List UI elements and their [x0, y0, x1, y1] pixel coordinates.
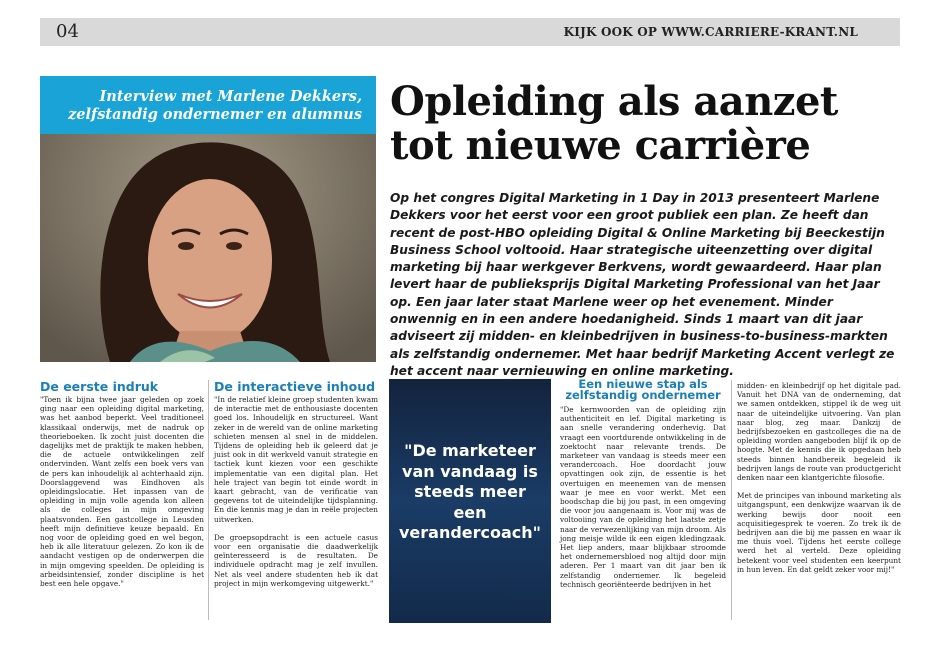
column-interactieve-inhoud	[214, 395, 378, 588]
portrait-photo	[40, 76, 376, 362]
pull-quote: "De marketeer van vandaag is steeds meer een verandercoach"	[398, 441, 542, 542]
column-paragraph: midden- en kleinbedrijf op het digitale pad. Vanuit het DNA van de onderneming, dat we samen ontdekken, stippel ik de weg uit naar de uiteindelijke uitvoering. Van plan naar blog, zeg maar. Dankzij de bedrijfsbezoeken en gastcolleges die na de opleiding worden aangeboden blijf ik op de hoogte. Met de kennis die ik opgedaan heb steeds binnen handbereik begeleid ik bedrijven langs de route van productgericht denken naar een klantgerichte filosofie.	[737, 381, 901, 483]
pull-quote-box	[389, 379, 551, 623]
photo-caption-bar	[40, 76, 376, 134]
intro-paragraph: Op het congres Digital Marketing in 1 Day in 2013 presenteert Marlene Dekkers voor het eerst voor een groot publiek een plan. Ze heeft dan recent de post-HBO opleiding Digital & Online Marketing bij Beeckestijn Business School voltooid. Haar strategische uiteenzetting over digital marketing bij haar werkgever Berkvens, wordt gewaardeerd. Haar plan levert haar de publieksprijs Digital Marketing Professional van het Jaar op. Een jaar later staat Marlene weer op het evenement. Minder onwennig en in een andere hoedanigheid. Sinds 1 maart van dit jaar adviseert zij midden- en kleinbedrijven in business-to-business-markten als zelfstandig ondernemer. Met haar bedrijf Marketing Accent verlegt ze het accent naar vernieuwing en online marketing.	[390, 191, 895, 378]
column-paragraph: "De kernwoorden van de opleiding zijn authenticiteit en lef. Digital marketing is aan snelle verandering onderhevig. Dat vraagt een voortdurende ontwikkeling in de zoektocht naar relevante trends. De marketeer van vandaag is steeds meer een verandercoach. Hoe doordacht jouw opvattingen ook zijn, de essentie is het overtuigen en meenemen van de mensen waar je mee en voor werkt. Met een boodschap die bij jou past, in een omgeving die voor jou aangenaam is. Voor mij was de voltooiing van de opleiding het laatste zetje naar de verwezenlijking van mijn droom. Als jong meisje wilde ik een eigen kledingzaak. Het liep anders, maar blijkbaar stroomde het ondernemersbloed nog altijd door mijn aderen. Per 1 maart van dit jaar ben ik zelfstandig ondernemer. Ik begeleid technisch georiënteerde bedrijven in het	[560, 405, 726, 589]
section-title-eerste-indruk: De eerste indruk	[40, 379, 159, 394]
photo-caption-line2: zelfstandig ondernemer en alumnus	[68, 106, 362, 123]
section-title-nieuwe-stap	[560, 379, 726, 401]
column-paragraph: De groepsopdracht is een actuele casus voor een organisatie die daadwerkelijk geïnteresseerd is de resultaten. De individuele opdracht mag je zelf invullen. Net als veel andere studenten heb ik dat project in mijn werkomgeving uitgewerkt."	[214, 532, 378, 588]
column-divider	[731, 380, 732, 620]
column-paragraph: Met de principes van inbound marketing als uitgangspunt, een denkwijze waarvan ik de werking bewijs door nooit een acquisitiegesprek te voeren. Zo trek ik de bedrijven aan die bij me passen en waar ik me thuis voel. Tijdens het eerste college werd het al verteld. Deze opleiding betekent voor veel studenten een keerpunt in hun leven. En dat geldt zeker voor mij!"	[737, 491, 901, 574]
headline-line2: tot nieuwe carrière	[390, 122, 811, 169]
section-title-line1: Een nieuwe stap als	[578, 377, 708, 391]
photo-caption-line1: Interview met Marlene Dekkers,	[99, 88, 362, 105]
section-title-line2: zelfstandig ondernemer	[565, 388, 721, 402]
column-eerste-indruk	[40, 395, 204, 588]
section-title-interactieve-inhoud: De interactieve inhoud	[214, 379, 376, 394]
photo-caption	[68, 88, 362, 124]
column-paragraph: "Toen ik bijna twee jaar geleden op zoek ging naar een opleiding digital marketing, was het aanbod beperkt. Veel traditioneel klassikaal onderwijs, met de nadruk op theorieboeken. Ik zocht juist docenten die dagelijks met de praktijk te maken hebben, die de actuele ontwikkelingen zelf ondervinden. Want zelfs een boek vers van de pers kan inhoudelijk al achterhaald zijn. Doorslaggevend was Eindhoven als opleidingslocatie. Het inpassen van de opleiding in mijn volle agenda kon alleen als de colleges in mijn omgeving plaatsvonden. Een gastcollege in Leusden heeft mijn definitieve keuze bepaald. En nog voor de opleiding goed en wel begon, heb ik alle literatuur gelezen. Zo kon ik de aandacht vestigen op de onderwerpen die in mijn omgeving speelden. De opleiding is arbeidsintensief, zonder discipline is het best een hele opgave."	[40, 395, 204, 589]
website-link[interactable]: KIJK OOK OP WWW.CARRIERE-KRANT.NL	[563, 25, 858, 39]
headline-line1: Opleiding als aanzet	[390, 78, 838, 125]
header-bar	[40, 18, 900, 46]
column-continued	[737, 381, 901, 574]
page-number: 04	[56, 21, 79, 42]
headline	[390, 80, 910, 168]
column-divider	[208, 380, 209, 620]
column-paragraph: "In de relatief kleine groep studenten kwam de interactie met de enthousiaste docenten goed los. Inhoudelijk en structureel. Want zeker in de wereld van de online marketing schieten mensen al snel in de middelen. Tijdens de opleiding heb ik geleerd dat je juist ook in dit werkveld vanuit strategie en tactiek kunt kiezen voor een geschikte implementatie van een digital plan. Het hele traject van begin tot einde wordt in kaart gebracht, van de verificatie van gegevens tot de uiteindelijke tijdsplanning. En die kennis mag je dan in reële projecten uitwerken.	[214, 395, 378, 524]
column-nieuwe-stap	[560, 405, 726, 589]
